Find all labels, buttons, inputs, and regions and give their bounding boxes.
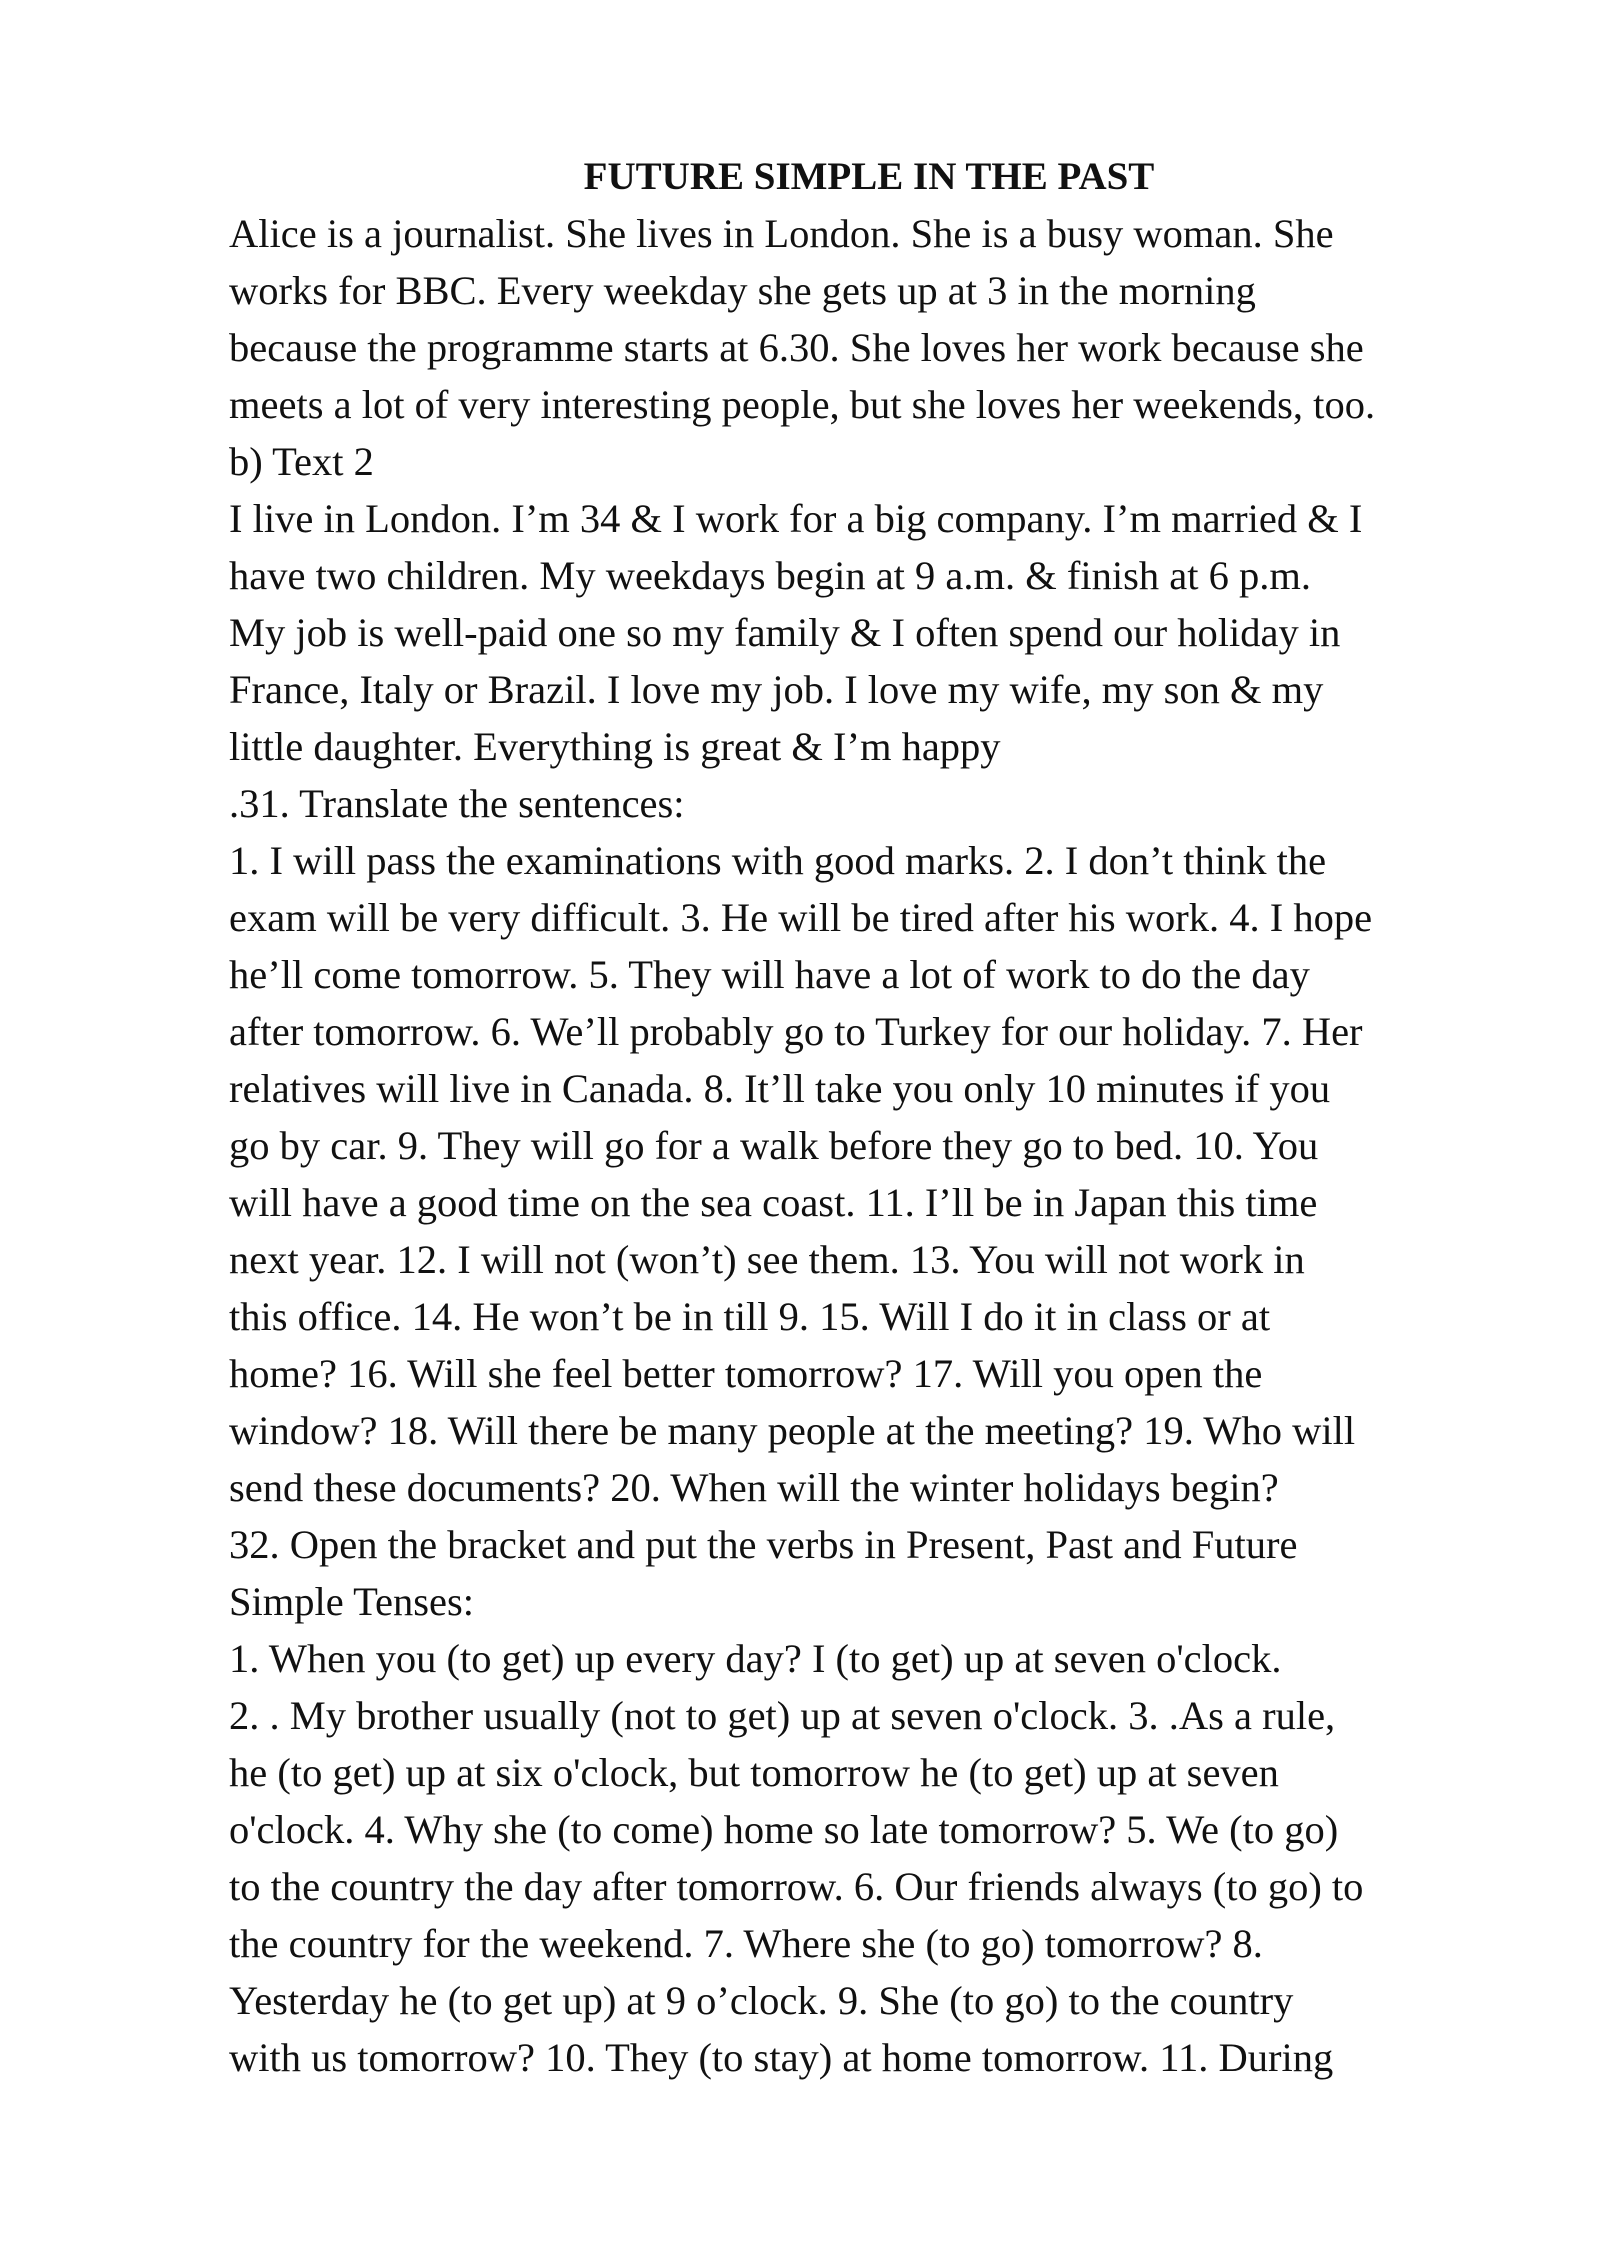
text-line: home? 16. Will she feel better tomorrow? 17. Will you open the	[229, 1351, 1263, 1396]
exercise-heading: 32. Open the bracket and put the verbs in Present, Past and Future	[229, 1522, 1298, 1567]
text-line: window? 18. Will there be many people at the meeting? 19. Who will	[229, 1408, 1356, 1453]
text-line: Yesterday he (to get up) at 9 o’clock. 9. She (to go) to the country	[229, 1978, 1294, 2023]
text-line: My job is well-paid one so my family & I often spend our holiday in	[229, 610, 1341, 655]
text-line: he (to get) up at six o'clock, but tomorrow he (to get) up at seven	[229, 1750, 1279, 1795]
page-title: FUTURE SIMPLE IN THE PAST	[583, 155, 1155, 198]
text-line: he’ll come tomorrow. 5. They will have a lot of work to do the day	[229, 952, 1310, 997]
text-line: Alice is a journalist. She lives in London. She is a busy woman. She	[229, 211, 1334, 256]
text-line: have two children. My weekdays begin at 9 a.m. & finish at 6 p.m.	[229, 553, 1312, 598]
text-line: next year. 12. I will not (won’t) see them. 13. You will not work in	[229, 1237, 1305, 1282]
text-line: this office. 14. He won’t be in till 9. 15. Will I do it in class or at	[229, 1294, 1271, 1339]
text-line: 2. . My brother usually (not to get) up at seven o'clock. 3. .As a rule,	[229, 1693, 1336, 1738]
text-line: relatives will live in Canada. 8. It’ll take you only 10 minutes if you	[229, 1066, 1331, 1111]
section-heading: b) Text 2	[229, 439, 374, 484]
document-body	[229, 148, 1469, 2086]
text-line: exam will be very difficult. 3. He will be tired after his work. 4. I hope	[229, 895, 1373, 940]
text-line: Simple Tenses:	[229, 1579, 475, 1624]
text-line: send these documents? 20. When will the winter holidays begin?	[229, 1465, 1279, 1510]
text-line: because the programme starts at 6.30. She loves her work because she	[229, 325, 1364, 370]
text-line: with us tomorrow? 10. They (to stay) at home tomorrow. 11. During	[229, 2035, 1334, 2080]
text-line: France, Italy or Brazil. I love my job. I love my wife, my son & my	[229, 667, 1324, 712]
text-line: 1. I will pass the examinations with good marks. 2. I don’t think the	[229, 838, 1327, 883]
text-line: the country for the weekend. 7. Where she (to go) tomorrow? 8.	[229, 1921, 1263, 1966]
text-line: 1. When you (to get) up every day? I (to get) up at seven o'clock.	[229, 1636, 1282, 1681]
text-line: little daughter. Everything is great & I’m happy	[229, 724, 1001, 769]
text-line: works for BBC. Every weekday she gets up at 3 in the morning	[229, 268, 1256, 313]
text-line: I live in London. I’m 34 & I work for a big company. I’m married & I	[229, 496, 1363, 541]
text-line: meets a lot of very interesting people, but she loves her weekends, too.	[229, 382, 1376, 427]
exercise-heading: .31. Translate the sentences:	[229, 781, 685, 826]
text-line: will have a good time on the sea coast. 11. I’ll be in Japan this time	[229, 1180, 1318, 1225]
text-line: after tomorrow. 6. We’ll probably go to Turkey for our holiday. 7. Her	[229, 1009, 1363, 1054]
text-line: go by car. 9. They will go for a walk before they go to bed. 10. You	[229, 1123, 1319, 1168]
text-line: to the country the day after tomorrow. 6. Our friends always (to go) to	[229, 1864, 1364, 1909]
text-line: o'clock. 4. Why she (to come) home so late tomorrow? 5. We (to go)	[229, 1807, 1339, 1852]
